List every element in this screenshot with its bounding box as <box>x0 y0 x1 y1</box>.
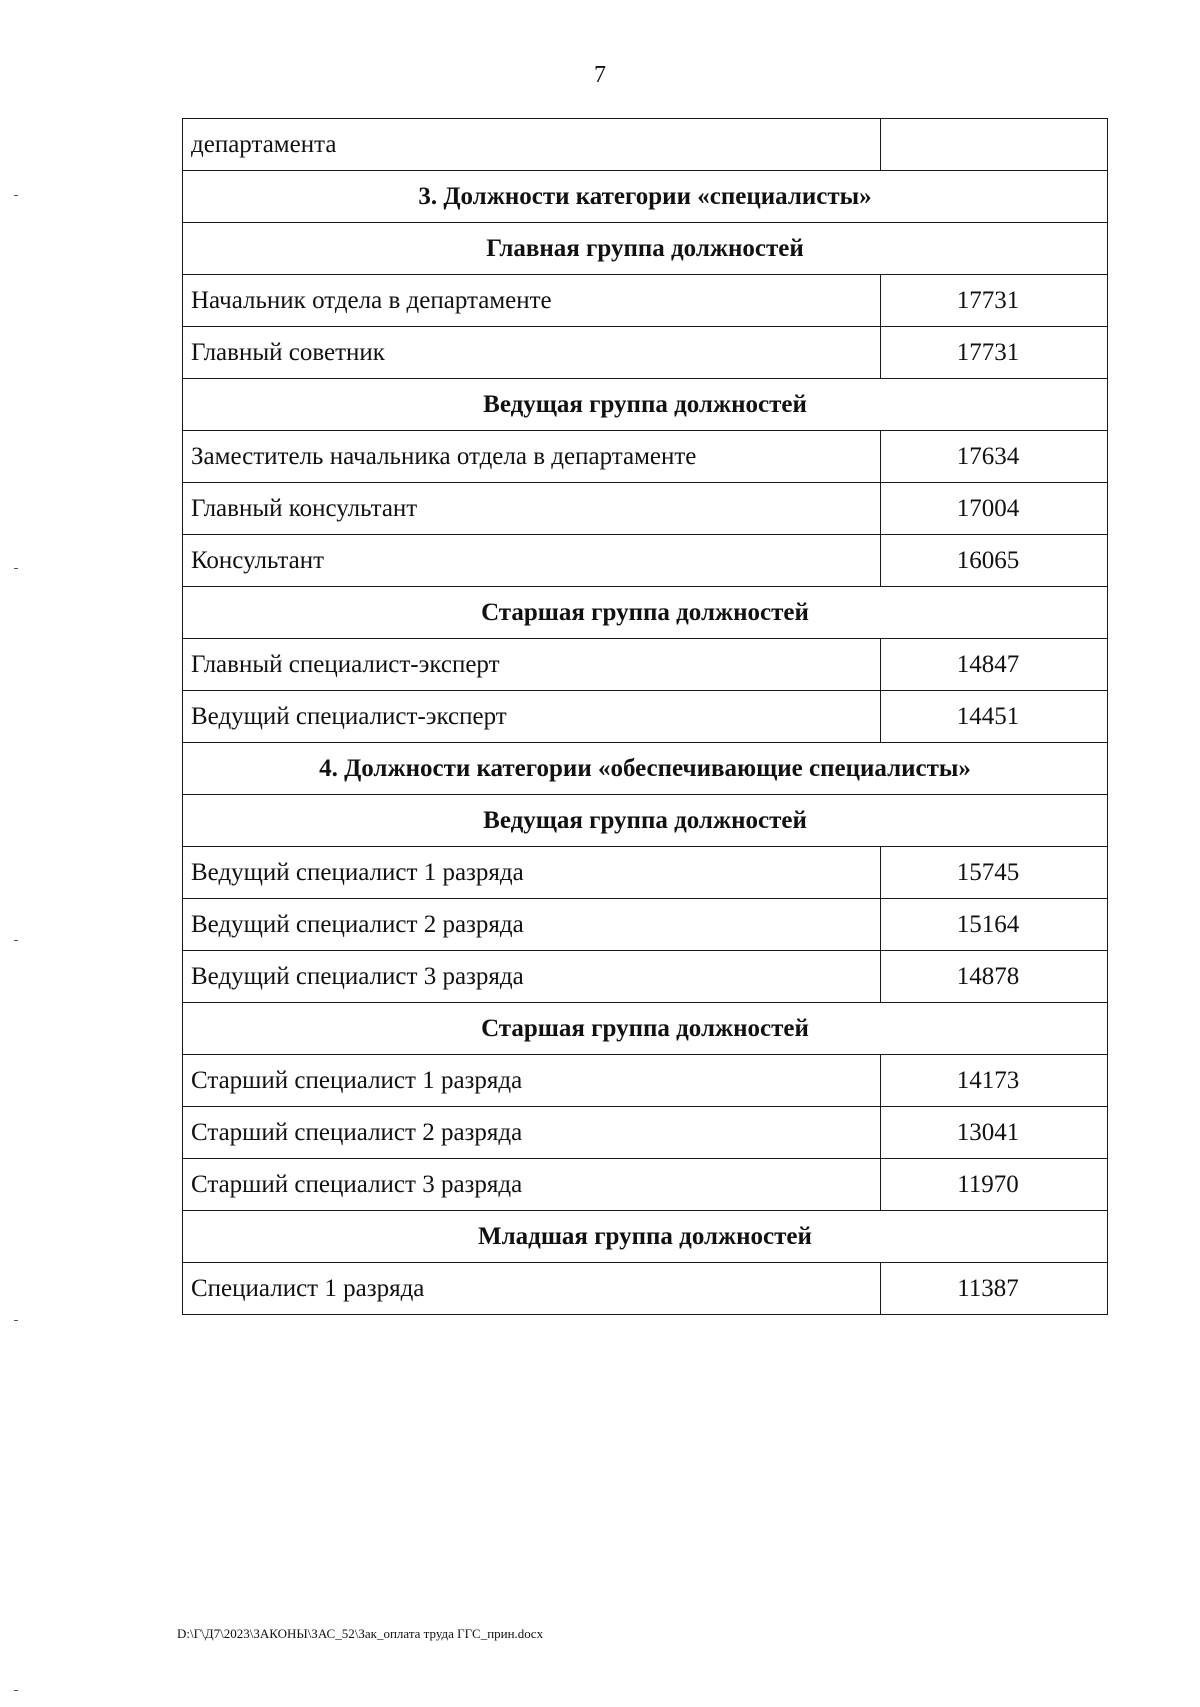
position-name-cell: Ведущий специалист 2 разряда <box>183 899 881 951</box>
salary-value-cell: 17634 <box>881 431 1108 483</box>
salary-value-cell: 16065 <box>881 535 1108 587</box>
table-row <box>183 1263 1108 1315</box>
group-header-row <box>183 1211 1108 1263</box>
table-row <box>183 119 1108 171</box>
position-name-cell: Старший специалист 3 разряда <box>183 1159 881 1211</box>
salary-value-cell: 17004 <box>881 483 1108 535</box>
position-name-cell: Ведущий специалист 1 разряда <box>183 847 881 899</box>
table-row <box>183 951 1108 1003</box>
salary-table-body <box>183 119 1108 1315</box>
position-name-cell: Главный консультант <box>183 483 881 535</box>
position-name-cell: Начальник отдела в департаменте <box>183 275 881 327</box>
table-row <box>183 691 1108 743</box>
table-row <box>183 275 1108 327</box>
position-name-cell: Заместитель начальника отдела в департаменте <box>183 431 881 483</box>
group-header-cell: Главная группа должностей <box>183 223 1108 275</box>
salary-value-cell: 17731 <box>881 327 1108 379</box>
group-header-row <box>183 171 1108 223</box>
group-header-cell: Ведущая группа должностей <box>183 379 1108 431</box>
salary-value-cell: 14451 <box>881 691 1108 743</box>
salary-value-cell: 14173 <box>881 1055 1108 1107</box>
table-row <box>183 483 1108 535</box>
salary-value-cell: 17731 <box>881 275 1108 327</box>
position-name-cell: Ведущий специалист 3 разряда <box>183 951 881 1003</box>
position-name-cell: Консультант <box>183 535 881 587</box>
position-name-cell: департамента <box>183 119 881 171</box>
salary-value-cell: 11387 <box>881 1263 1108 1315</box>
margin-tick <box>14 1690 18 1691</box>
table-row <box>183 1107 1108 1159</box>
footer-file-path: D:\Г\Д7\2023\ЗАКОНЫ\ЗАС_52\Зак_оплата труда ГГС_прин.docx <box>177 1626 544 1641</box>
group-header-cell: Старшая группа должностей <box>183 587 1108 639</box>
group-header-cell: 4. Должности категории «обеспечивающие специалисты» <box>183 743 1108 795</box>
position-name-cell: Главный советник <box>183 327 881 379</box>
margin-tick <box>14 940 18 941</box>
table-row <box>183 899 1108 951</box>
salary-value-cell: 15164 <box>881 899 1108 951</box>
table-row <box>183 431 1108 483</box>
salary-value-cell: 13041 <box>881 1107 1108 1159</box>
group-header-row <box>183 1003 1108 1055</box>
salary-value-cell: 15745 <box>881 847 1108 899</box>
table-row <box>183 1159 1108 1211</box>
salary-value-cell <box>881 119 1108 171</box>
group-header-row <box>183 379 1108 431</box>
group-header-row <box>183 223 1108 275</box>
group-header-row <box>183 795 1108 847</box>
position-name-cell: Главный специалист-эксперт <box>183 639 881 691</box>
margin-tick <box>14 1320 18 1321</box>
salary-value-cell: 14847 <box>881 639 1108 691</box>
position-name-cell: Ведущий специалист-эксперт <box>183 691 881 743</box>
group-header-row <box>183 587 1108 639</box>
salary-value-cell: 11970 <box>881 1159 1108 1211</box>
page-number: 7 <box>594 62 606 88</box>
group-header-row <box>183 743 1108 795</box>
salary-value-cell: 14878 <box>881 951 1108 1003</box>
table-row <box>183 535 1108 587</box>
group-header-cell: 3. Должности категории «специалисты» <box>183 171 1108 223</box>
group-header-cell: Старшая группа должностей <box>183 1003 1108 1055</box>
margin-tick <box>14 568 18 569</box>
salary-table <box>182 118 1108 1315</box>
table-row <box>183 1055 1108 1107</box>
table-row <box>183 847 1108 899</box>
table-row <box>183 327 1108 379</box>
table-row <box>183 639 1108 691</box>
group-header-cell: Ведущая группа должностей <box>183 795 1108 847</box>
position-name-cell: Старший специалист 2 разряда <box>183 1107 881 1159</box>
position-name-cell: Старший специалист 1 разряда <box>183 1055 881 1107</box>
margin-tick <box>14 195 18 196</box>
position-name-cell: Специалист 1 разряда <box>183 1263 881 1315</box>
group-header-cell: Младшая группа должностей <box>183 1211 1108 1263</box>
